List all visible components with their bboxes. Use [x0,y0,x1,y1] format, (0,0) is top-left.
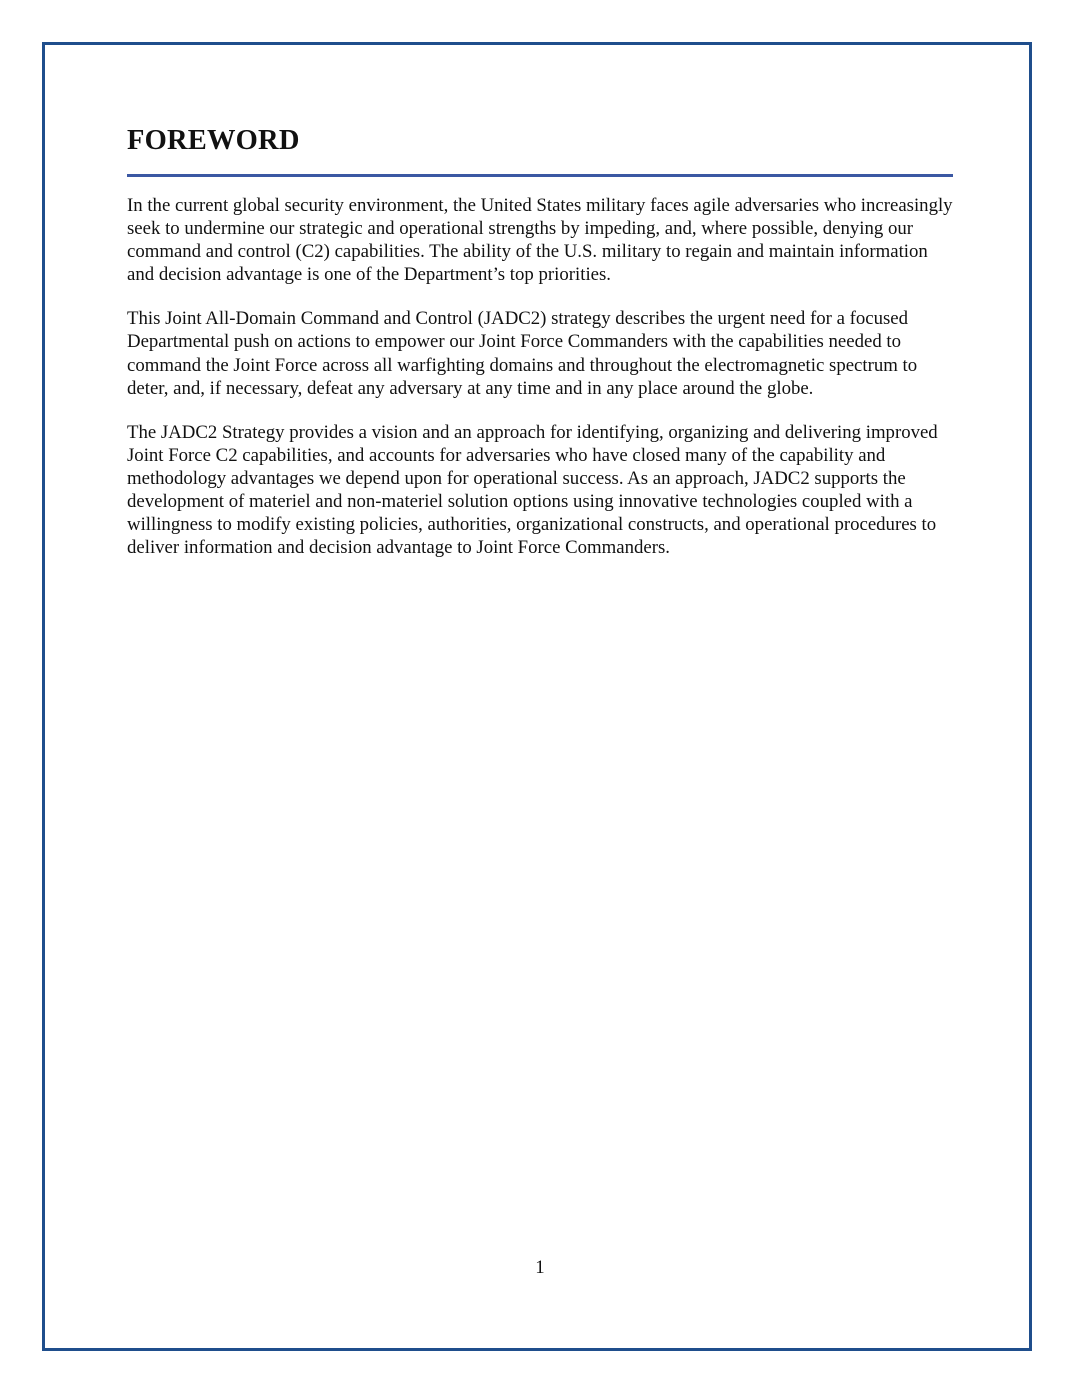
paragraph-1: In the current global security environment, the United States military faces agile adversaries who increasingly seek to undermine our strategic and operational strengths by impeding, and, where possible, denying our command and control (C2) capabilities. The ability of the U.S. military to regain and maintain information and decision advantage is one of the Department’s top priorities. [127,195,953,286]
title-underline [127,174,953,177]
page-title: FOREWORD [127,125,300,156]
paragraph-2: This Joint All-Domain Command and Control (JADC2) strategy describes the urgent need for a focused Departmental push on actions to empower our Joint Force Commanders with the capabilities needed to command the Joint Force across all warfighting domains and throughout the electromagnetic spectrum to deter, and, if necessary, defeat any adversary at any time and in any place around the globe. [127,308,918,399]
page-number: 1 [535,1257,545,1278]
paragraph-3: The JADC2 Strategy provides a vision and an approach for identifying, organizing and delivering improved Joint Force C2 capabilities, and accounts for adversaries who have closed many of the capability and methodology advantages we depend upon for operational success. As an approach, JADC2 supports the development of materiel and non-materiel solution options using innovative technologies coupled with a willingness to modify existing policies, authorities, organizational constructs, and operational procedures to deliver information and decision advantage to Joint Force Commanders. [127,421,938,559]
foreword-body [127,194,957,580]
